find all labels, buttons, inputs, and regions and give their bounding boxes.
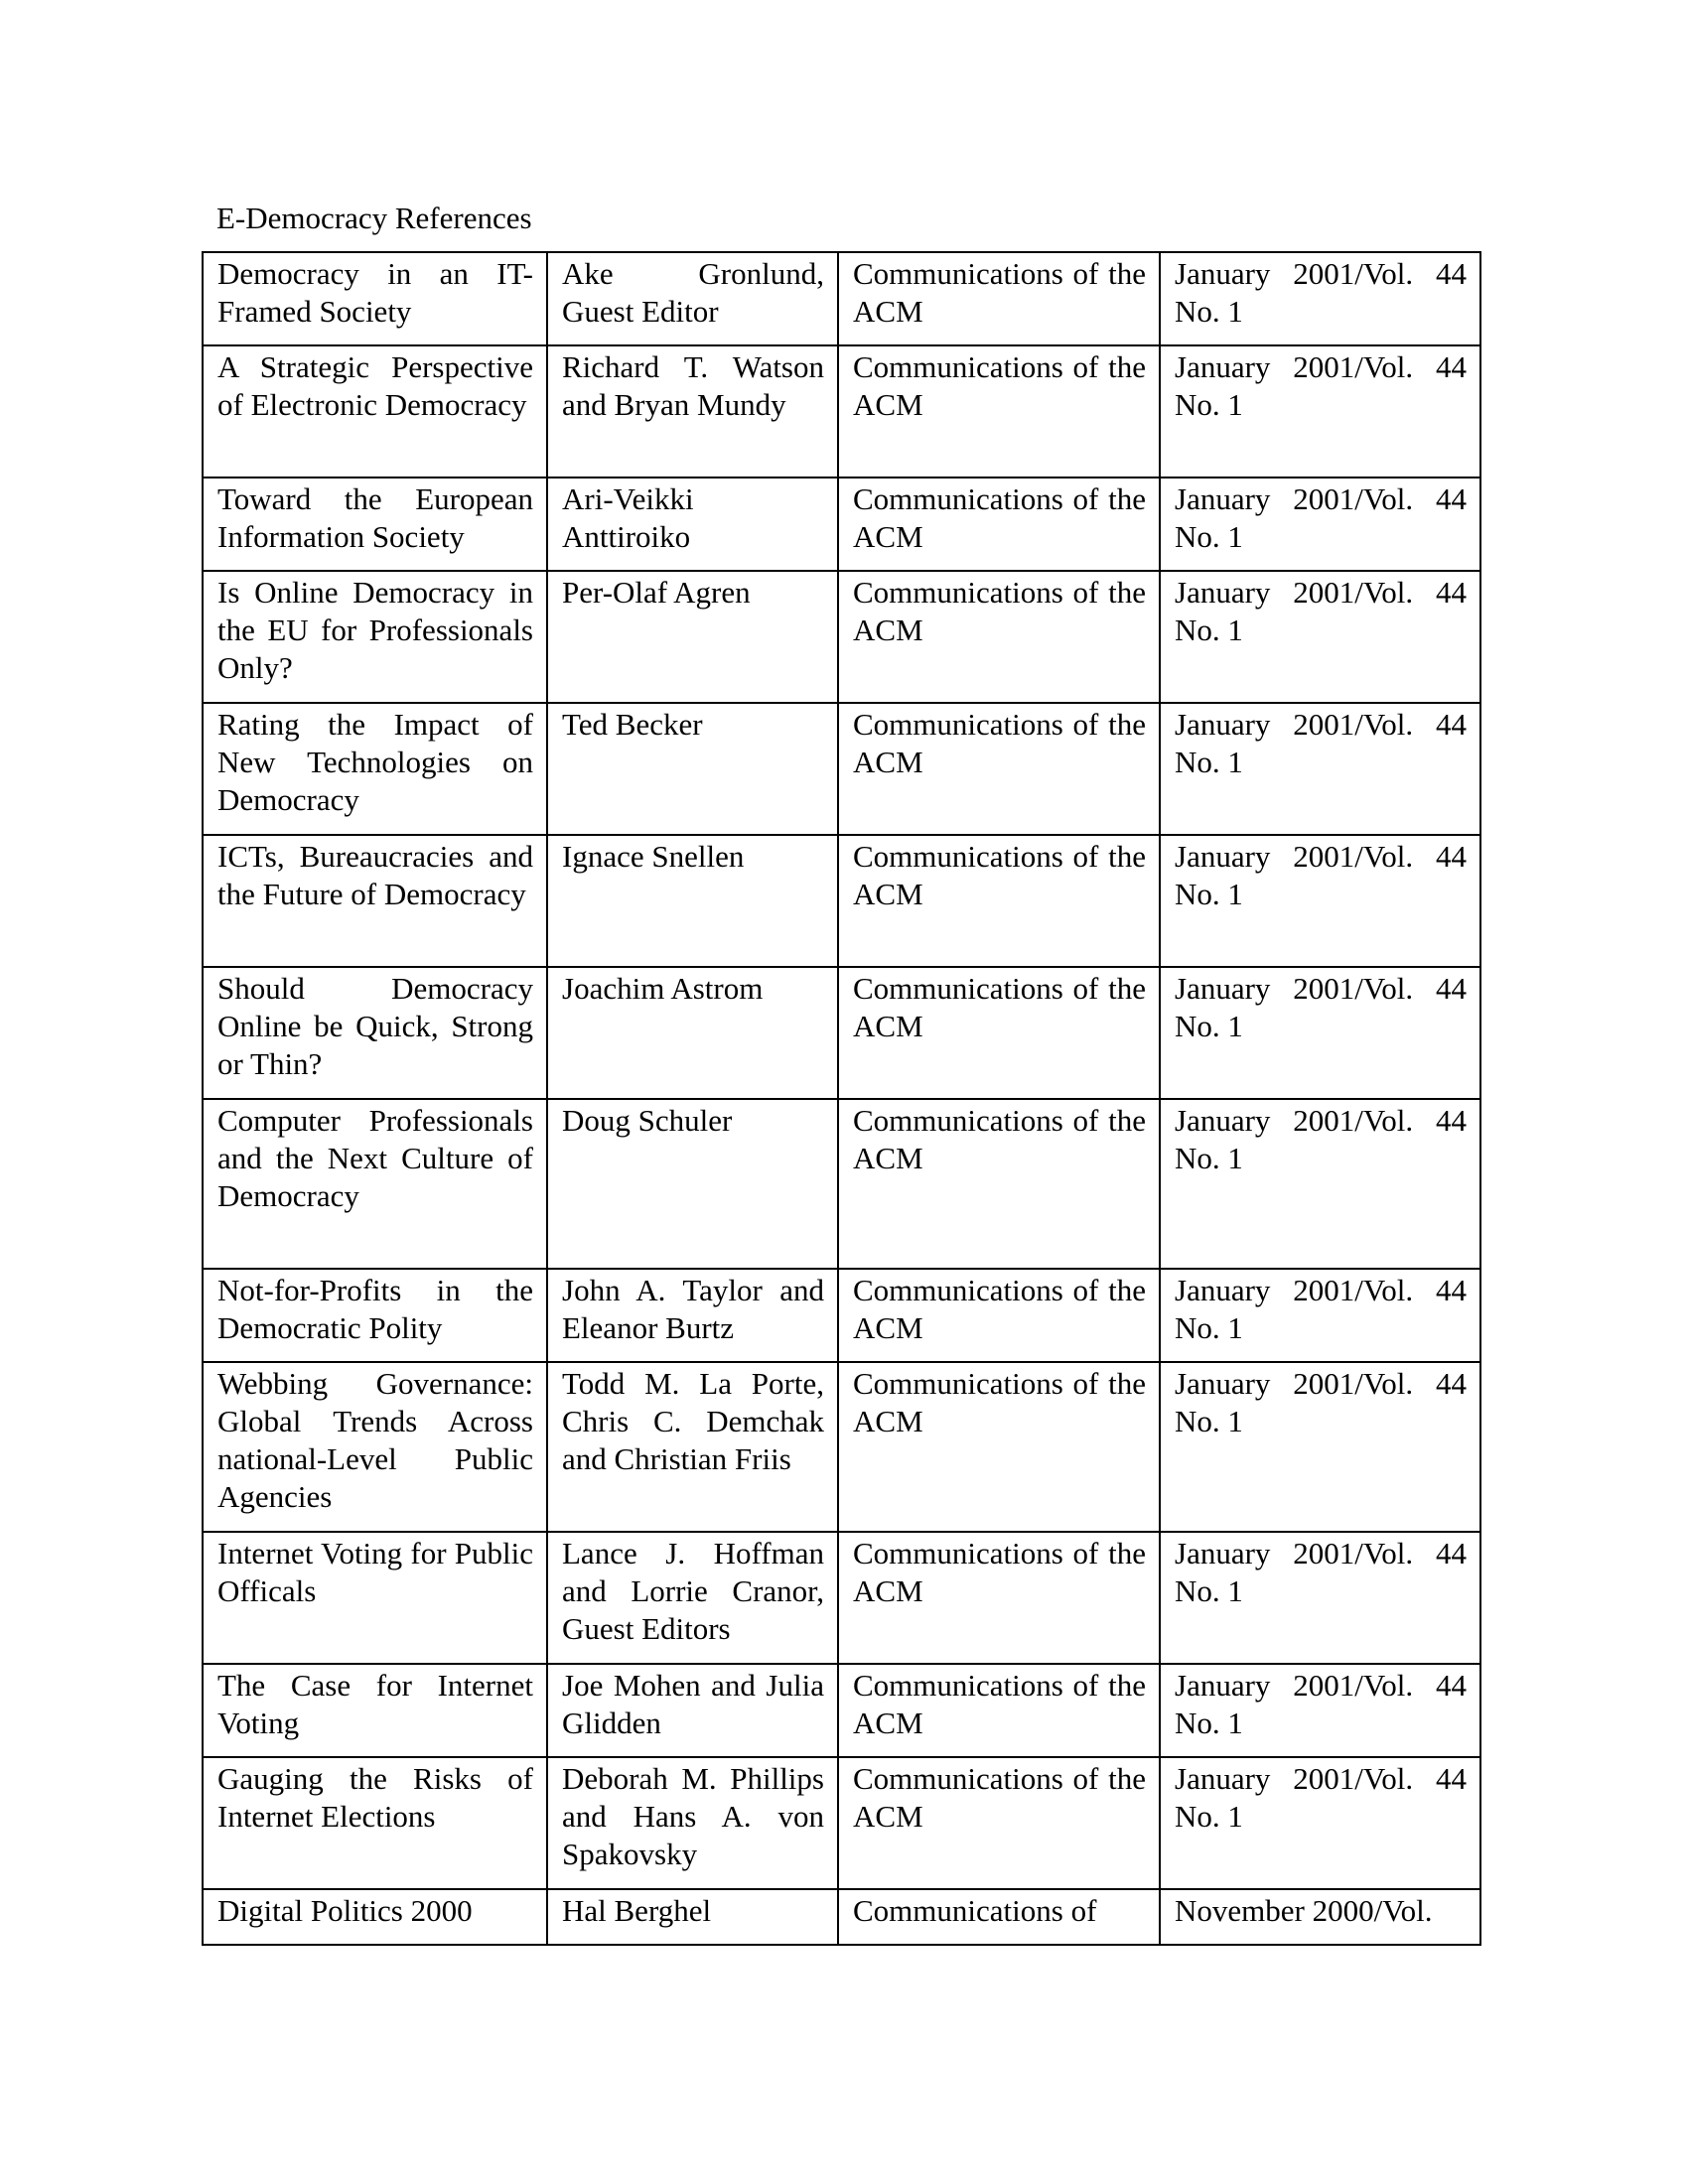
article-title-cell: Democracy in an IT-Framed Society	[203, 252, 547, 345]
table-row	[203, 1099, 1480, 1269]
table-row	[203, 1664, 1480, 1757]
issue-cell: January 2001/Vol. 44 No. 1	[1160, 571, 1480, 703]
authors-cell: Lance J. Hoffman and Lorrie Cranor, Guest Editors	[547, 1532, 838, 1664]
article-title-cell: Internet Voting for Public Officals	[203, 1532, 547, 1664]
publication-cell: Communications of the ACM	[838, 1099, 1160, 1269]
issue-cell: January 2001/Vol. 44 No. 1	[1160, 252, 1480, 345]
publication-cell: Communications of the ACM	[838, 703, 1160, 835]
table-row	[203, 1757, 1480, 1889]
article-title-cell: Should Democracy Online be Quick, Strong or Thin?	[203, 967, 547, 1099]
issue-cell: January 2001/Vol. 44 No. 1	[1160, 478, 1480, 571]
publication-cell: Communications of the ACM	[838, 571, 1160, 703]
authors-cell: Ake Gronlund, Guest Editor	[547, 252, 838, 345]
authors-cell: Joe Mohen and Julia Glidden	[547, 1664, 838, 1757]
table-row	[203, 345, 1480, 478]
issue-cell: January 2001/Vol. 44 No. 1	[1160, 703, 1480, 835]
publication-cell: Communications of the ACM	[838, 835, 1160, 967]
article-title-cell: Toward the European Information Society	[203, 478, 547, 571]
references-table	[202, 251, 1481, 1946]
article-title-cell: Computer Professionals and the Next Culture of Democracy	[203, 1099, 547, 1269]
article-title-cell: Webbing Governance: Global Trends Across national-Level Public Agencies	[203, 1362, 547, 1532]
publication-cell: Communications of the ACM	[838, 252, 1160, 345]
publication-cell: Communications of the ACM	[838, 478, 1160, 571]
article-title-cell: ICTs, Bureaucracies and the Future of Democracy	[203, 835, 547, 967]
publication-cell: Communications of	[838, 1889, 1160, 1945]
publication-cell: Communications of the ACM	[838, 1664, 1160, 1757]
publication-cell: Communications of the ACM	[838, 1757, 1160, 1889]
table-row	[203, 1269, 1480, 1362]
authors-cell: Joachim Astrom	[547, 967, 838, 1099]
table-row	[203, 478, 1480, 571]
issue-cell: January 2001/Vol. 44 No. 1	[1160, 345, 1480, 478]
publication-cell: Communications of the ACM	[838, 1362, 1160, 1532]
issue-cell: January 2001/Vol. 44 No. 1	[1160, 1099, 1480, 1269]
publication-cell: Communications of the ACM	[838, 967, 1160, 1099]
article-title-cell: The Case for Internet Voting	[203, 1664, 547, 1757]
authors-cell: Ignace Snellen	[547, 835, 838, 967]
issue-cell: January 2001/Vol. 44 No. 1	[1160, 1664, 1480, 1757]
article-title-cell: Is Online Democracy in the EU for Professionals Only?	[203, 571, 547, 703]
authors-cell: Richard T. Watson and Bryan Mundy	[547, 345, 838, 478]
issue-cell: January 2001/Vol. 44 No. 1	[1160, 835, 1480, 967]
table-row	[203, 571, 1480, 703]
table-row	[203, 1532, 1480, 1664]
publication-cell: Communications of the ACM	[838, 1532, 1160, 1664]
table-row	[203, 1362, 1480, 1532]
issue-cell: November 2000/Vol.	[1160, 1889, 1480, 1945]
article-title-cell: A Strategic Perspective of Electronic Democracy	[203, 345, 547, 478]
page-title: E-Democracy References	[216, 201, 532, 235]
authors-cell: Deborah M. Phillips and Hans A. von Spakovsky	[547, 1757, 838, 1889]
authors-cell: Todd M. La Porte, Chris C. Demchak and Christian Friis	[547, 1362, 838, 1532]
authors-cell: John A. Taylor and Eleanor Burtz	[547, 1269, 838, 1362]
table-row	[203, 703, 1480, 835]
table-row	[203, 252, 1480, 345]
issue-cell: January 2001/Vol. 44 No. 1	[1160, 1269, 1480, 1362]
table-row	[203, 1889, 1480, 1945]
authors-cell: Ted Becker	[547, 703, 838, 835]
authors-cell: Ari-Veikki Anttiroiko	[547, 478, 838, 571]
table-row	[203, 835, 1480, 967]
article-title-cell: Not-for-Profits in the Democratic Polity	[203, 1269, 547, 1362]
issue-cell: January 2001/Vol. 44 No. 1	[1160, 1532, 1480, 1664]
article-title-cell: Gauging the Risks of Internet Elections	[203, 1757, 547, 1889]
issue-cell: January 2001/Vol. 44 No. 1	[1160, 1362, 1480, 1532]
publication-cell: Communications of the ACM	[838, 345, 1160, 478]
table-row	[203, 967, 1480, 1099]
article-title-cell: Rating the Impact of New Technologies on Democracy	[203, 703, 547, 835]
authors-cell: Doug Schuler	[547, 1099, 838, 1269]
authors-cell: Per-Olaf Agren	[547, 571, 838, 703]
issue-cell: January 2001/Vol. 44 No. 1	[1160, 1757, 1480, 1889]
publication-cell: Communications of the ACM	[838, 1269, 1160, 1362]
issue-cell: January 2001/Vol. 44 No. 1	[1160, 967, 1480, 1099]
article-title-cell: Digital Politics 2000	[203, 1889, 547, 1945]
authors-cell: Hal Berghel	[547, 1889, 838, 1945]
